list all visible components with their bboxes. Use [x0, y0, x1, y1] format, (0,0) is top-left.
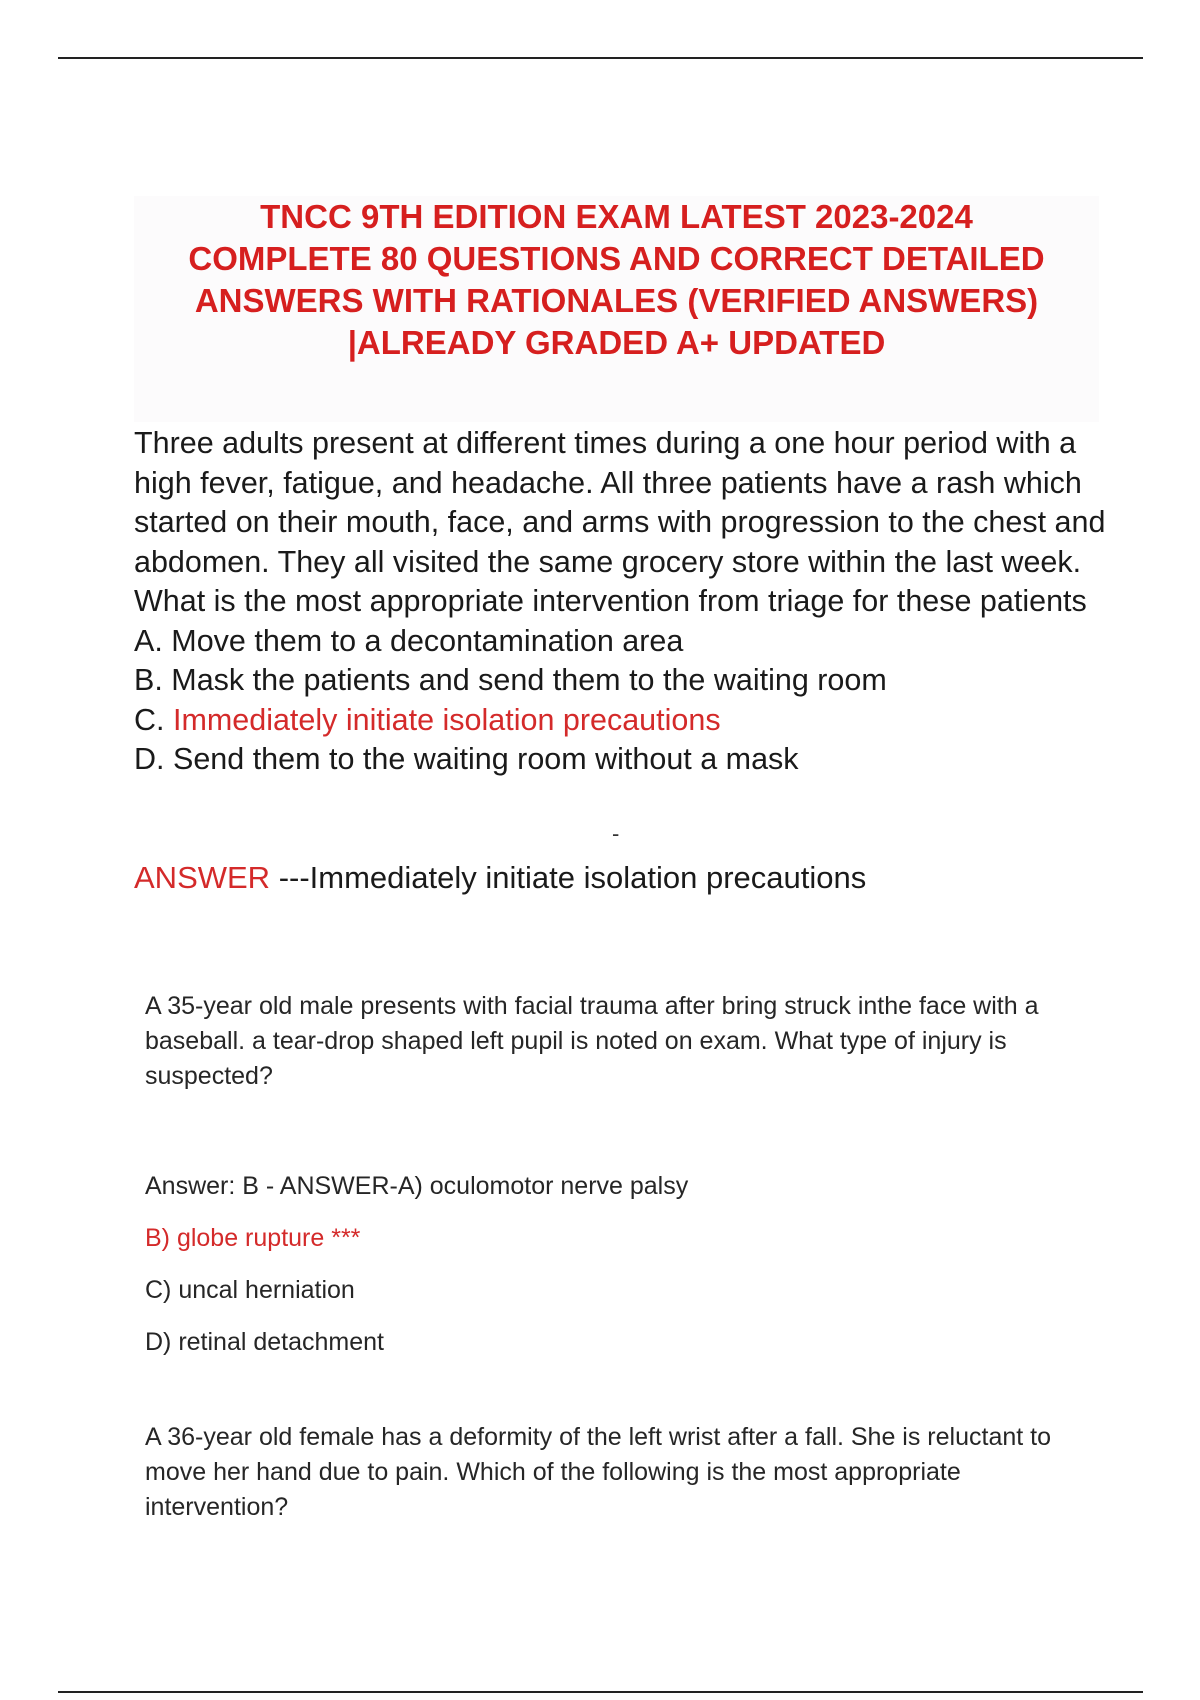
answer-text: ---Immediately initiate isolation precautions	[270, 860, 867, 895]
option-text: Send them to the waiting room without a mask	[172, 742, 799, 776]
question-1-option-c	[134, 701, 1114, 741]
question-2	[145, 989, 1105, 1094]
question-2-option-b: B) globe rupture ***	[145, 1224, 361, 1252]
question-2-answer-line: Answer: B - ANSWER-A) oculomotor nerve palsy	[145, 1172, 689, 1200]
question-1-option-d	[134, 740, 1114, 780]
option-prefix: C.	[134, 702, 173, 737]
option-text: Mask the patients and send them to the waiting room	[171, 663, 887, 697]
title-line-4: |ALREADY GRADED A+ UPDATED	[347, 324, 886, 361]
correct-option-text: Immediately initiate isolation precautions	[172, 702, 721, 737]
question-1	[134, 424, 1114, 780]
title-line-1: TNCC 9TH EDITION EXAM LATEST 2023-2024	[260, 198, 973, 235]
answer-separator: -	[612, 821, 620, 846]
question-1-stem: Three adults present at different times during a one hour period with a high fever, fatigue, and headache. All three patients have a rash which started on their mouth, face, and arms with progression to the chest and abdomen. They all visited the same grocery store within the last week. What is the most appropriate intervention from triage for these patients	[134, 426, 1106, 618]
question-3-stem: A 36-year old female has a deformity of the left wrist after a fall. She is reluctant to move her hand due to pain. Which of the following is the most appropriate intervention?	[145, 1423, 1051, 1521]
answer-label: ANSWER	[134, 860, 271, 895]
title-line-3: ANSWERS WITH RATIONALES (VERIFIED ANSWERS)	[194, 282, 1039, 319]
bottom-divider	[58, 1691, 1143, 1693]
option-prefix: B.	[134, 663, 172, 697]
question-1-answer	[134, 858, 866, 898]
option-prefix: D.	[134, 742, 173, 776]
document-title	[134, 196, 1099, 422]
question-1-option-b	[134, 661, 1114, 701]
top-divider	[58, 57, 1143, 59]
title-line-2: COMPLETE 80 QUESTIONS AND CORRECT DETAILED	[188, 240, 1045, 277]
question-2-option-d: D) retinal detachment	[145, 1328, 385, 1356]
option-text: Move them to a decontamination area	[171, 623, 684, 658]
question-2-option-c: C) uncal herniation	[145, 1276, 355, 1304]
question-2-stem: A 35-year old male presents with facial trauma after bring struck inthe face with a baseball. a tear-drop shaped left pupil is noted on exam. What type of injury is suspected?	[145, 992, 1039, 1090]
question-2-answers	[145, 1160, 688, 1368]
question-1-option-a	[134, 622, 1114, 662]
question-3	[145, 1420, 1105, 1525]
option-prefix: A.	[134, 623, 172, 658]
